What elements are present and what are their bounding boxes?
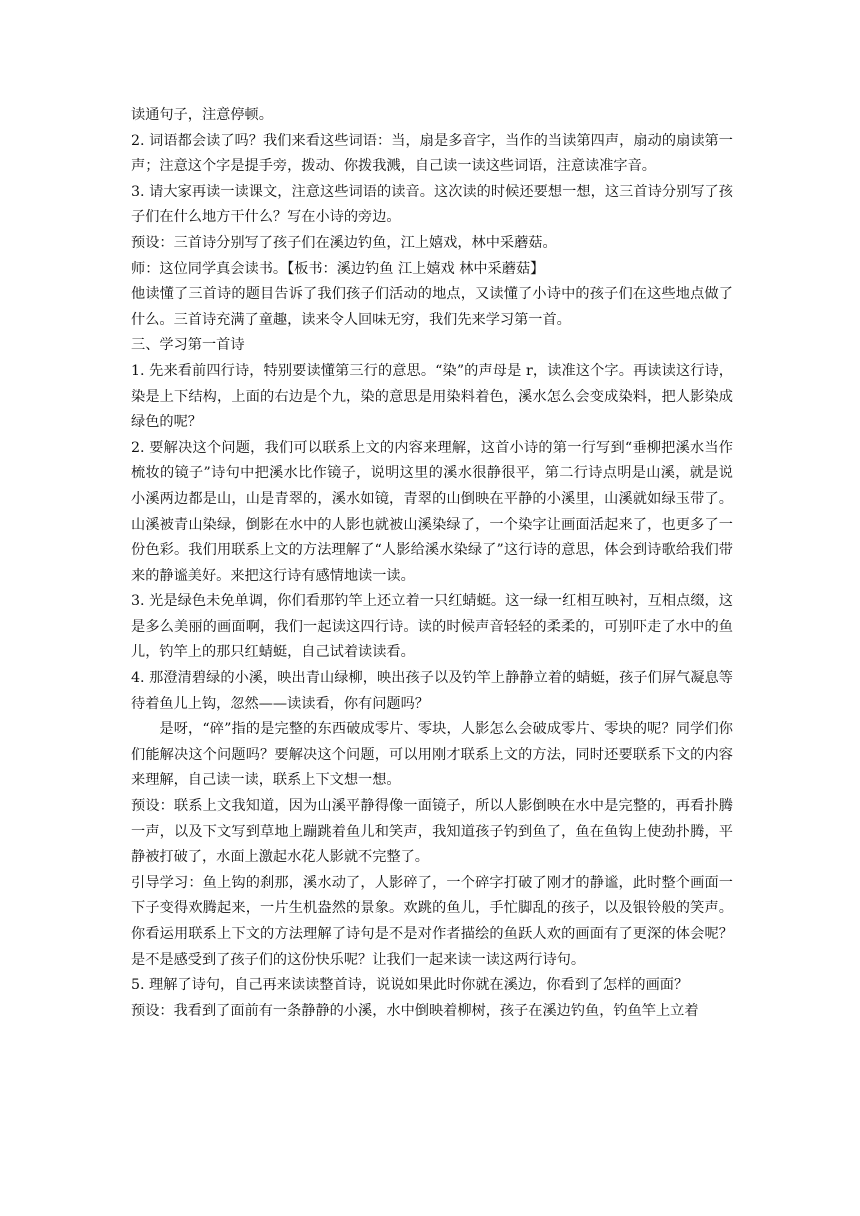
paragraph-preset-three-poems: 预设：三首诗分别写了孩子们在溪边钓鱼，江上嬉戏，林中采蘑菇。 xyxy=(131,234,557,251)
paragraph-first-poem-step-3: 3. 光是绿色未免单调，你们看那钓竿上还立着一只红蜻蜓。这一绿一红相互映衬，互相点缀，这是多么美丽的画面啊，我们一起读这四行诗。读的时候声音轻轻的柔柔的，可别吓走了水中的鱼儿，钓竿上的那只红蜻蜓，自己试着读读看。 xyxy=(131,593,733,661)
paragraph-teacher-blackboard: 师：这位同学真会读书。【板书：溪边钓鱼 江上嬉戏 林中采蘑菇】 xyxy=(131,260,545,277)
paragraph-first-poem-step-5: 5. 理解了诗句，自己再来读读整首诗，说说如果此时你就在溪边，你看到了怎样的画面？ xyxy=(131,977,689,994)
paragraph-guided-learning: 引导学习：鱼上钩的刹那，溪水动了，人影碎了，一个碎字打破了刚才的静谧，此时整个画面一下子变得欢腾起来，一片生机盎然的景象。欢跳的鱼儿，手忙脚乱的孩子，以及银铃般的笑声。你看运用联系上下文的方法理解了诗句是不是对作者描绘的鱼跃人欢的画面有了更深的体会呢？是不是感受到了孩子们的这份快乐呢？让我们一起来读一读这两行诗句。 xyxy=(131,874,733,968)
paragraph-preset-scene: 预设：我看到了面前有一条静静的小溪，水中倒映着柳树，孩子在溪边钓鱼，钓鱼竿上立着 xyxy=(131,1002,699,1019)
paragraph-first-poem-step-4: 4. 那澄清碧绿的小溪，映出青山绿柳，映出孩子以及钓竿上静静立着的蜻蜓，孩子们屏气凝息等待着鱼儿上钩，忽然——读读看，你有问题吗？ xyxy=(131,670,733,712)
paragraph-first-poem-step-2: 2. 要解决这个问题，我们可以联系上文的内容来理解，这首小诗的第一行写到“垂柳把溪水当作梳妆的镜子”诗句中把溪水比作镜子，说明这里的溪水很静很平，第二行诗点明是山溪，就是说小溪两边都是山，山是青翠的，溪水如镜，青翠的山倒映在平静的小溪里，山溪就如绿玉带了。山溪被青山染绿，倒影在水中的人影也就被山溪染绿了，一个染字让画面活起来了，也更多了一份色彩。我们用联系上文的方法理解了“人影给溪水染绿了”这行诗的意思，体会到诗歌给我们带来的静谧美好。来把这行诗有感情地读一读。 xyxy=(131,439,733,584)
paragraph-step-3-reread: 3. 请大家再读一读课文，注意这些词语的读音。这次读的时候还要想一想，这三首诗分别写了孩子们在什么地方干什么？写在小诗的旁边。 xyxy=(131,183,733,226)
paragraph-understood-titles: 他读懂了三首诗的题目告诉了我们孩子们活动的地点，又读懂了小诗中的孩子们在这些地点做了什么。三首诗充满了童趣，读来令人回味无穷，我们先来学习第一首。 xyxy=(131,286,733,328)
section-heading-first-poem: 三、学习第一首诗 xyxy=(131,337,245,354)
paragraph-first-poem-step-1: 1. 先来看前四行诗，特别要读懂第三行的意思。“染”的声母是 r，读准这个字。再读读这行诗，染是上下结构，上面的右边是个九，染的意思是用染料着色，溪水怎么会变成染料，把人影染成绿色的呢？ xyxy=(131,362,733,431)
paragraph-step-2-vocabulary: 2. 词语都会读了吗？我们来看这些词语：当，扇是多音字，当作的当读第四声，扇动的扇读第一声；注意这个字是提手旁，拨动、你拨我溅，自己读一读这些词语，注意读准字音。 xyxy=(131,132,733,175)
paragraph-broken-meaning: 是呀，“碎”指的是完整的东西破成零片、零块，人影怎么会破成零片、零块的呢？同学们你们能解决这个问题吗？要解决这个问题，可以用刚才联系上文的方法，同时还要联系下文的内容来理解，自己读一读，联系上下文想一想。 xyxy=(131,721,733,789)
document-page xyxy=(131,103,733,1024)
paragraph-preset-context: 预设：联系上文我知道，因为山溪平静得像一面镜子，所以人影倒映在水中是完整的，再看扑腾一声，以及下文写到草地上蹦跳着鱼儿和笑声，我知道孩子钓到鱼了，鱼在鱼钩上使劲扑腾，平静被打破了，水面上激起水花人影就不完整了。 xyxy=(131,798,733,866)
paragraph-reading-sentences: 读通句子，注意停顿。 xyxy=(131,107,273,123)
